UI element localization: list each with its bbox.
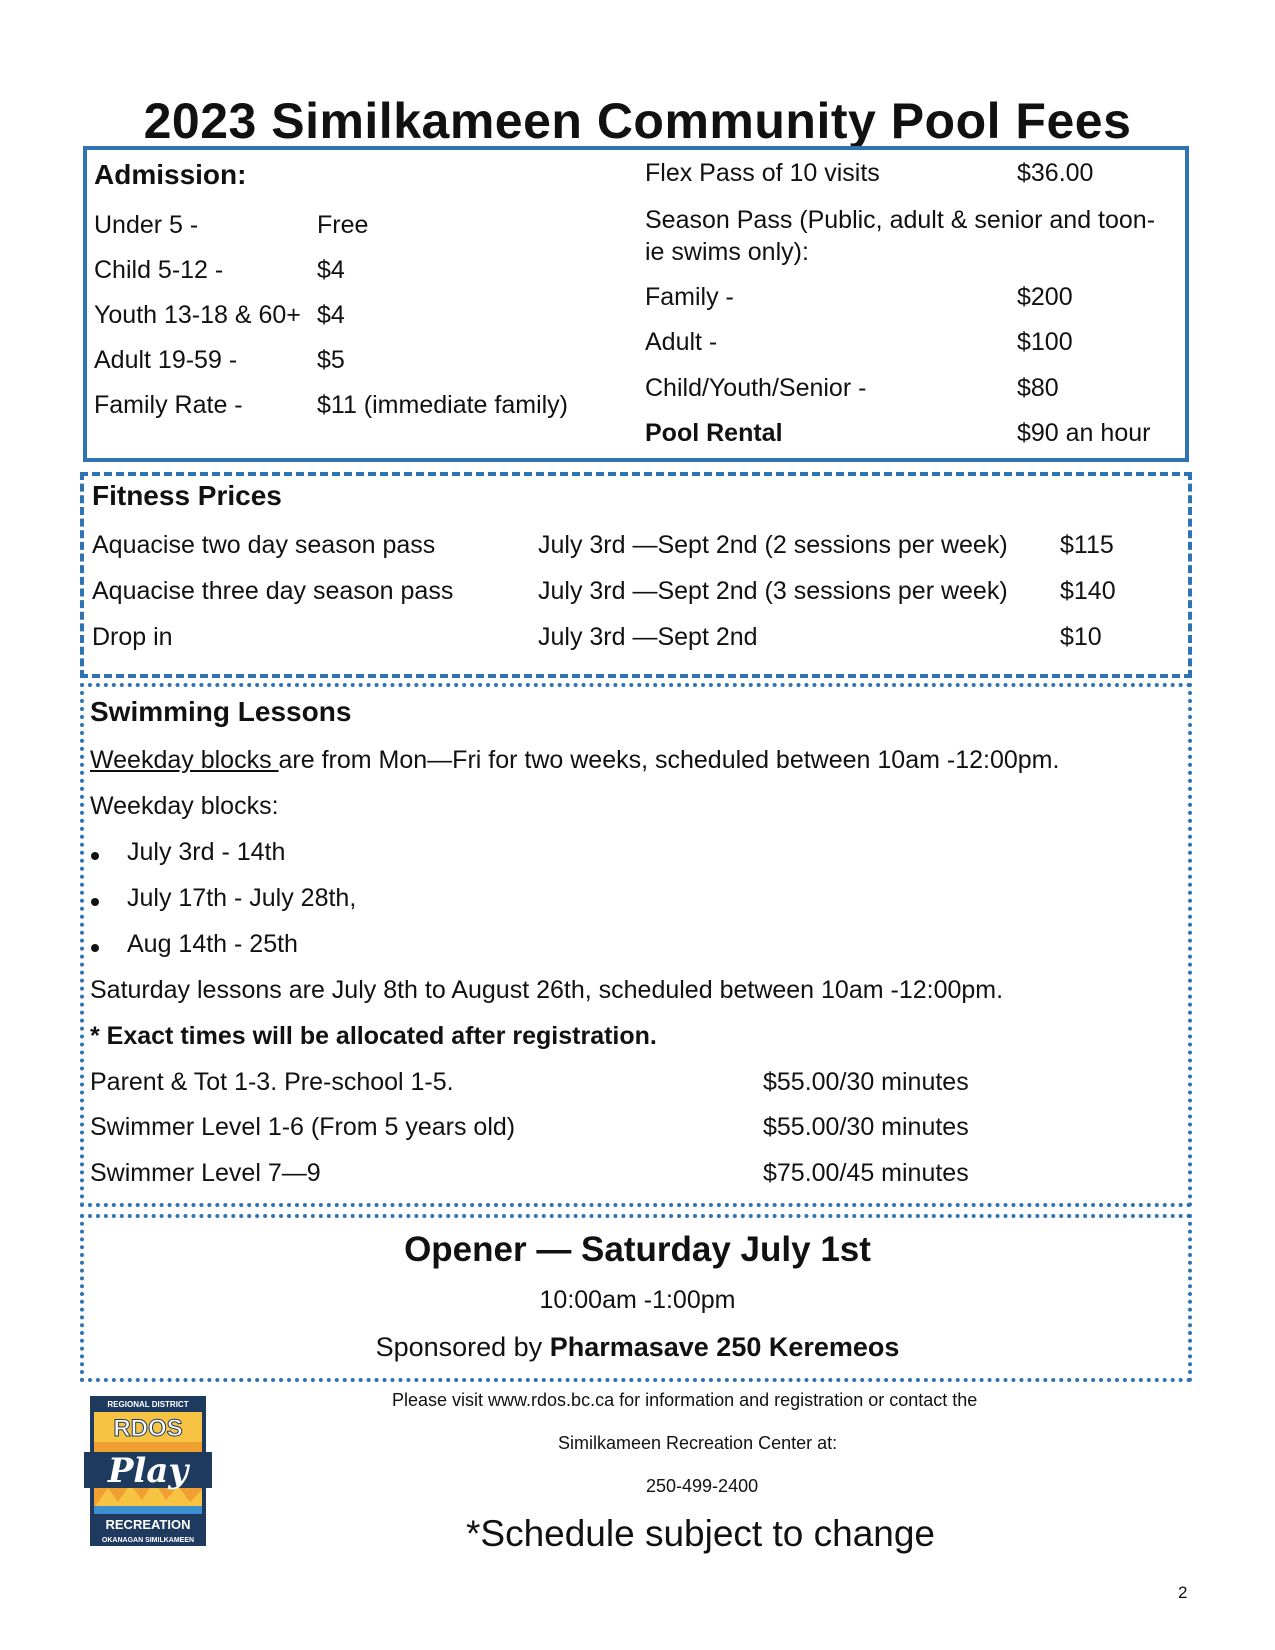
weekday-blocks-link-text: Weekday blocks [90, 746, 279, 774]
weekday-block: Aug 14th - 25th [127, 930, 298, 958]
fitness-item-price: $115 [1060, 531, 1114, 559]
admission-value: $11 (immediate family) [317, 391, 569, 419]
bullet-icon [91, 944, 99, 952]
flex-pass-label: Flex Pass of 10 visits [645, 159, 880, 187]
season-pass-label: Child/Youth/Senior - [645, 374, 867, 402]
fitness-item-name: Aquacise three day season pass [92, 577, 454, 605]
lesson-name: Swimmer Level 1-6 (From 5 years old) [90, 1113, 516, 1141]
fitness-item-dates: July 3rd —Sept 2nd (2 sessions per week) [538, 531, 1008, 559]
opener-time: 10:00am -1:00pm [539, 1286, 736, 1314]
page-title: 2023 Similkameen Community Pool Fees [143, 93, 1132, 149]
fitness-item-price: $10 [1060, 623, 1102, 651]
footer-info-line2: Similkameen Recreation Center at: [558, 1433, 838, 1453]
opener-sponsor [0, 1332, 1275, 1362]
sponsor-name: Pharmasave 250 Keremeos [549, 1332, 900, 1362]
admission-value: $4 [317, 301, 345, 329]
lesson-name: Swimmer Level 7—9 [90, 1159, 321, 1187]
fitness-item-dates: July 3rd —Sept 2nd [538, 623, 758, 651]
admission-label: Child 5-12 - [94, 256, 224, 284]
sponsor-prefix: Sponsored by [375, 1332, 550, 1362]
lessons-intro-rest: are from Mon—Fri for two weeks, scheduled between 10am -12:00pm. [278, 746, 1060, 774]
pool-rental-value: $90 an hour [1017, 419, 1151, 447]
bullet-icon [91, 852, 99, 860]
fitness-item-dates: July 3rd —Sept 2nd (3 sessions per week) [538, 577, 1008, 605]
season-pass-note-line2: ie swims only): [645, 238, 809, 266]
weekday-block: July 17th - July 28th, [127, 884, 357, 912]
admission-value: $4 [317, 256, 345, 284]
pool-rental-label: Pool Rental [645, 419, 783, 447]
admission-label: Under 5 - [94, 211, 199, 239]
logo-rdos-text: RDOS [113, 1415, 183, 1442]
lesson-price: $75.00/45 minutes [763, 1159, 969, 1187]
weekday-block: July 3rd - 14th [127, 838, 286, 866]
lesson-name: Parent & Tot 1-3. Pre-school 1-5. [90, 1068, 454, 1096]
lesson-price: $55.00/30 minutes [763, 1113, 969, 1141]
season-pass-value: $100 [1017, 328, 1073, 356]
admission-label: Adult 19-59 - [94, 346, 238, 374]
fitness-heading: Fitness Prices [92, 480, 282, 511]
season-pass-value: $200 [1017, 283, 1073, 311]
season-pass-value: $80 [1017, 374, 1059, 402]
flex-pass-value: $36.00 [1017, 159, 1094, 187]
admission-label: Family Rate - [94, 391, 243, 419]
season-pass-label: Adult - [645, 328, 718, 356]
admission-value: Free [317, 211, 369, 239]
admission-value: $5 [317, 346, 345, 374]
admission-label: Youth 13-18 & 60+ [94, 301, 301, 329]
bullet-icon [91, 898, 99, 906]
season-pass-label: Family - [645, 283, 734, 311]
schedule-disclaimer: *Schedule subject to change [466, 1513, 936, 1554]
footer-info-line1: Please visit www.rdos.bc.ca for information and registration or contact the [392, 1390, 978, 1410]
admission-heading: Admission: [94, 159, 247, 190]
fitness-item-name: Drop in [92, 623, 173, 651]
fitness-item-price: $140 [1060, 577, 1116, 605]
saturday-lessons: Saturday lessons are July 8th to August 26th, scheduled between 10am -12:00pm. [90, 976, 1004, 1004]
footer-phone: 250-499-2400 [646, 1476, 759, 1496]
weekday-blocks-heading: Weekday blocks: [90, 792, 279, 820]
registration-note: * Exact times will be allocated after registration. [90, 1022, 657, 1050]
logo-recreation-text: RECREATION [105, 1517, 191, 1532]
lessons-intro [90, 745, 1059, 775]
season-pass-note-line1: Season Pass (Public, adult & senior and toon- [645, 206, 1156, 234]
lessons-heading: Swimming Lessons [90, 696, 352, 727]
page-number: 2 [1178, 1583, 1188, 1602]
rdos-play-recreation-logo [84, 1396, 212, 1546]
lesson-price: $55.00/30 minutes [763, 1068, 969, 1096]
logo-play-text: Play [107, 1451, 189, 1491]
logo-bottom-text: OKANAGAN SIMILKAMEEN [101, 1537, 195, 1544]
logo-top-text: REGIONAL DISTRICT [107, 1400, 189, 1409]
opener-title: Opener — Saturday July 1st [404, 1230, 871, 1269]
fitness-item-name: Aquacise two day season pass [92, 531, 436, 559]
